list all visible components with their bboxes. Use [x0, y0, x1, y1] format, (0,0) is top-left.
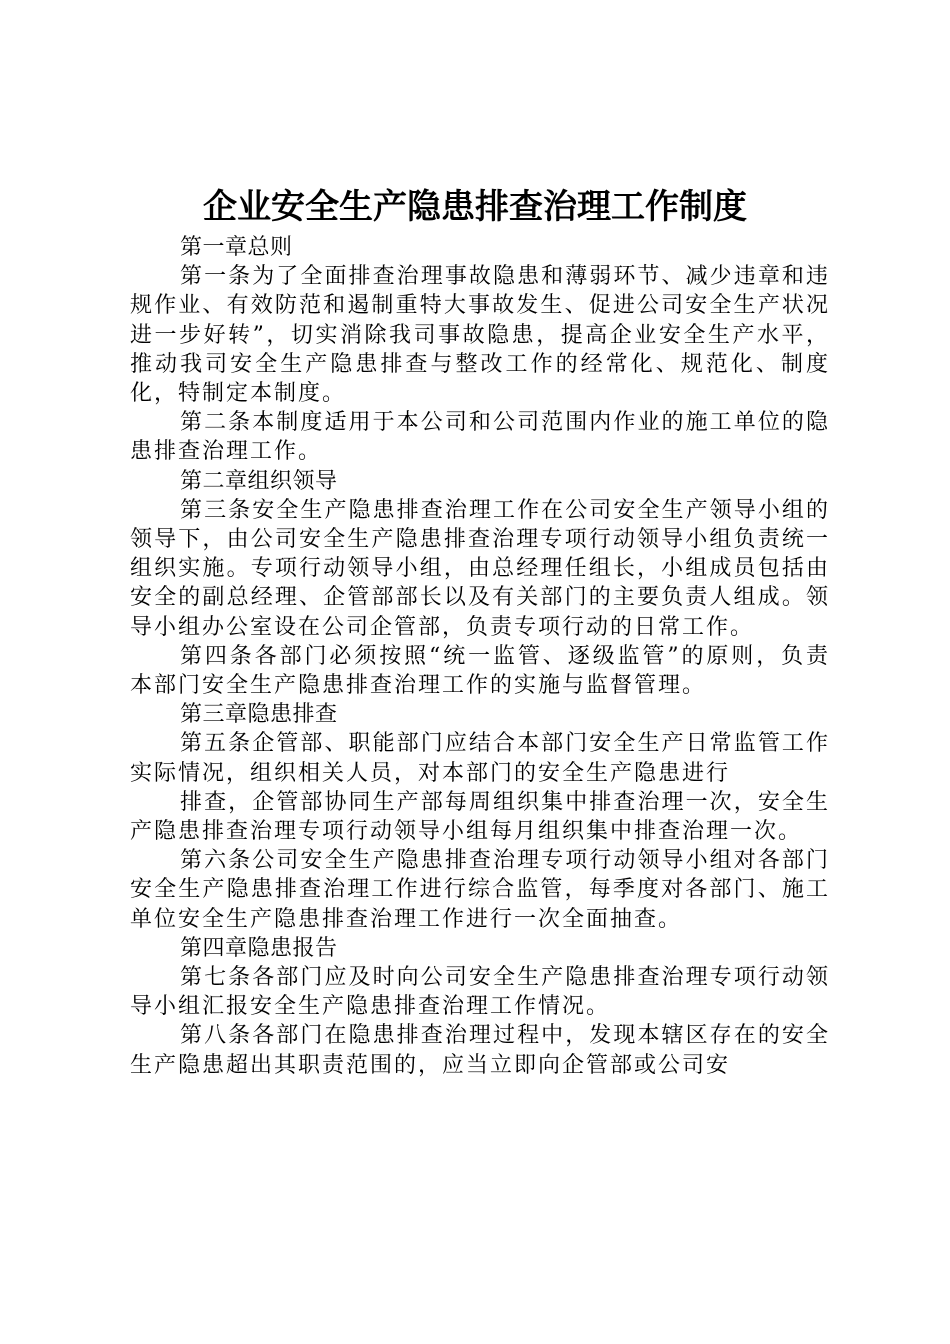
article-paragraph: 第五条企管部、职能部门应结合本部门安全生产日常监管工作实际情况，组织相关人员，对本部门的安全生产隐患进行 [130, 731, 830, 786]
document-body [130, 233, 830, 1080]
article-paragraph: 第八条各部门在隐患排查治理过程中，发现本辖区存在的安全生产隐患超出其职责范围的，应当立即向企管部或公司安 [130, 1023, 830, 1078]
chapter-heading: 第三章隐患排查 [180, 702, 338, 728]
article-paragraph: 第三条安全生产隐患排查治理工作在公司安全生产领导小组的领导下，由公司安全生产隐患排查治理专项行动领导小组负责统一组织实施。专项行动领导小组，由总经理任组长，小组成员包括由安全的副总经理、企管部部长以及有关部门的主要负责人组成。领导小组办公室设在公司企管部，负责专项行动的日常工作。 [130, 497, 830, 640]
article-paragraph: 第七条各部门应及时向公司安全生产隐患排查治理专项行动领导小组汇报安全生产隐患排查治理工作情况。 [130, 965, 830, 1020]
article-paragraph: 第四条各部门必须按照“统一监管、逐级监管”的原则，负责本部门安全生产隐患排查治理工作的实施与监督管理。 [130, 643, 830, 699]
chapter-heading: 第一章总则 [180, 235, 293, 260]
article-paragraph: 第一条为了全面排查治理事故隐患和薄弱环节、减少违章和违规作业、有效防范和遏制重特大事故发生、促进公司安全生产状况进一步好转”，切实消除我司事故隐患，提高企业安全生产水平，推动我司安全生产隐患排查与整改工作的经常化、规范化、制度化，特制定本制度。 [130, 264, 830, 407]
chapter-heading: 第四章隐患报告 [180, 935, 338, 961]
article-paragraph: 排查，企管部协同生产部每周组织集中排查治理一次，安全生产隐患排查治理专项行动领导小组每月组织集中排查治理一次。 [130, 789, 830, 845]
article-paragraph: 第六条公司安全生产隐患排查治理专项行动领导小组对各部门安全生产隐患排查治理工作进行综合监管，每季度对各部门、施工单位安全生产隐患排查治理工作进行一次全面抽查。 [130, 848, 830, 932]
article-paragraph: 第二条本制度适用于本公司和公司范围内作业的施工单位的隐患排查治理工作。 [130, 410, 830, 465]
document-title: 企业安全生产隐患排查治理工作制度 [203, 187, 747, 227]
chapter-heading: 第二章组织领导 [180, 468, 338, 494]
